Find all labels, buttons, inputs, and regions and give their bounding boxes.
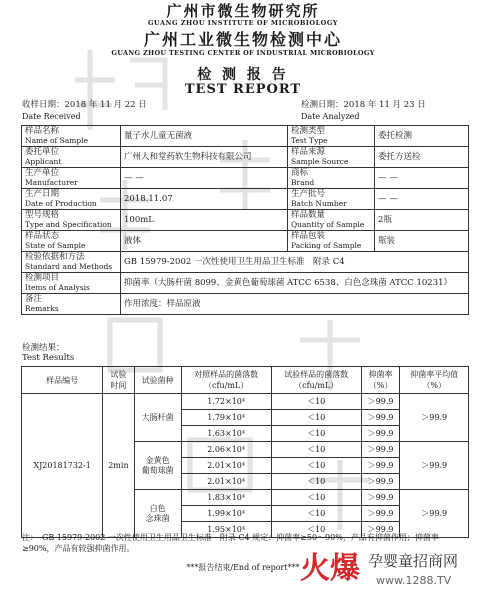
packing-label: 样品包装 Packing of Sample xyxy=(288,231,375,252)
institute-name-en: GUANG ZHOU INSTITUTE OF MICROBIOLOGY xyxy=(147,19,339,27)
test-cell: ＜10 xyxy=(271,506,361,522)
results-header-row xyxy=(22,367,469,394)
institute-name-cn: 广州市微生物研究所 xyxy=(166,2,320,20)
average-rate-cell: ＞99.9 xyxy=(400,442,469,490)
applicant-label: 委托单位 Applicant xyxy=(22,147,121,168)
standards-label: 检验依据和方法 Standard and Methods xyxy=(22,252,121,273)
logo-tagline: 孕婴童招商网 xyxy=(368,552,459,570)
rate-cell: ＞99.9 xyxy=(361,506,400,522)
control-cell: 1.99×10⁴ xyxy=(181,506,271,522)
results-header-cell: 抑菌率 （%） xyxy=(361,367,400,394)
info-row xyxy=(22,252,469,273)
type-spec-label: 型号规格 Type and Specification xyxy=(22,210,121,231)
test-cell: ＜10 xyxy=(271,458,361,474)
control-cell: 1.72×10⁴ xyxy=(181,394,271,410)
batch-number-label: 生产批号 Batch Number xyxy=(288,189,375,210)
strain-cell: 大肠杆菌 xyxy=(134,394,181,442)
state-value: 液体 xyxy=(121,231,288,252)
test-cell: ＜10 xyxy=(271,522,361,538)
test-type-label: 检测类型 Test Type xyxy=(288,126,375,147)
production-date-value: 2018.11.07 xyxy=(121,189,288,210)
test-cell: ＜10 xyxy=(271,410,361,426)
rate-cell: ＞99.9 xyxy=(361,474,400,490)
control-cell: 1.63×10⁴ xyxy=(181,426,271,442)
site-logo xyxy=(300,540,475,600)
date-analyzed-cn: 检测日期：2018 年 11 月 23 日 xyxy=(301,100,426,110)
info-row xyxy=(22,168,469,189)
date-analyzed xyxy=(301,100,426,122)
items-value: 抑菌率（大肠杆菌 8099、金黄色葡萄球菌 ATCC 6538、白色念珠菌 ATCC 10231） xyxy=(121,273,469,294)
results-label: 检测结果： Test Results xyxy=(22,343,75,363)
date-analyzed-en: Date Analyzed xyxy=(301,112,360,121)
info-row xyxy=(22,126,469,147)
sample-source-label: 样品来源 Sample Source xyxy=(288,147,375,168)
date-received-cn: 收样日期：2018 年 11 月 22 日 xyxy=(22,100,147,110)
results-header-cell: 对照样品的菌落数 （cfu/mL） xyxy=(181,367,271,394)
report-title-en: TEST REPORT xyxy=(184,82,302,97)
batch-number-value: — — xyxy=(375,189,469,210)
standards-value: GB 15979-2002 一次性使用卫生用品卫生标准 附录 C4 xyxy=(121,252,469,273)
production-date-label: 生产日期 Date of Production xyxy=(22,189,121,210)
info-row xyxy=(22,147,469,168)
center-name-cn: 广州工业微生物检测中心 xyxy=(143,30,342,49)
test-type-value: 委托检测 xyxy=(375,126,469,147)
type-spec-value: 100mL xyxy=(121,210,288,231)
rate-cell: ＞99.9 xyxy=(361,442,400,458)
results-table xyxy=(21,366,469,538)
manufacturer-label: 生产单位 Manufacturer xyxy=(22,168,121,189)
applicant-value: 广州人和堂药软生物科技有限公司 xyxy=(121,147,288,168)
test-cell: ＜10 xyxy=(271,474,361,490)
logo-url: www.1288.TV xyxy=(376,574,452,587)
info-row xyxy=(22,210,469,231)
results-header-cell: 试验样品的菌落数 （cfu/mL） xyxy=(271,367,361,394)
test-time-cell: 2min xyxy=(103,394,134,538)
average-rate-cell: ＞99.9 xyxy=(400,394,469,442)
results-header-cell: 试验菌种 xyxy=(134,367,181,394)
remarks-value: 作用浓度：样品原液 xyxy=(121,294,469,315)
logo-brand: 火爆 xyxy=(300,551,360,586)
sample-info-table xyxy=(21,125,469,315)
sample-number-cell: XJ20181732-1 xyxy=(22,394,103,538)
test-cell: ＜10 xyxy=(271,394,361,410)
date-received xyxy=(22,100,147,122)
date-received-en: Date Received xyxy=(22,112,81,121)
standard-note: 注： GB 15979-2002 一次性使用卫生用品卫生标准 附录 C4 规定：抑菌率≥50～90%，产品有抑菌作用；抑菌率≥90%，产品有较强抑菌作用。 xyxy=(22,533,439,553)
sample-source-value: 委托方送检 xyxy=(375,147,469,168)
control-cell: 2.06×10⁴ xyxy=(181,442,271,458)
average-rate-cell: ＞99.9 xyxy=(400,490,469,538)
report-title-cn: 检 测 报 告 xyxy=(197,67,289,83)
items-label: 检测项目 Items of Analysis xyxy=(22,273,121,294)
remarks-label: 备注 Remarks xyxy=(22,294,121,315)
results-header-cell: 试验 时间 xyxy=(103,367,134,394)
sample-name-value: 量子水儿童无菌液 xyxy=(121,126,288,147)
quantity-value: 2瓶 xyxy=(375,210,469,231)
rate-cell: ＞99.9 xyxy=(361,426,400,442)
brand-label: 商标 Brand xyxy=(288,168,375,189)
rate-cell: ＞99.9 xyxy=(361,410,400,426)
manufacturer-value: — — xyxy=(121,168,288,189)
control-cell: 1.95×10⁴ xyxy=(181,522,271,538)
quantity-label: 样品数量 Quantity of Sample xyxy=(288,210,375,231)
test-cell: ＜10 xyxy=(271,442,361,458)
rate-cell: ＞99.9 xyxy=(361,490,400,506)
strain-cell: 白色 念珠菌 xyxy=(134,490,181,538)
test-cell: ＜10 xyxy=(271,426,361,442)
results-header-cell: 抑菌率平均值 （%） xyxy=(400,367,469,394)
sample-name-label: 样品名称 Name of Sample xyxy=(22,126,121,147)
control-cell: 2.01×10⁴ xyxy=(181,458,271,474)
control-cell: 1.79×10⁴ xyxy=(181,410,271,426)
info-row xyxy=(22,273,469,294)
rate-cell: ＞99.9 xyxy=(361,458,400,474)
rate-cell: ＞99.9 xyxy=(361,522,400,538)
packing-value: 瓶装 xyxy=(375,231,469,252)
brand-value: — — xyxy=(375,168,469,189)
end-of-report: ***报告结束/End of report*** xyxy=(186,563,300,572)
info-row xyxy=(22,231,469,252)
center-name-en: GUANG ZHOU TESTING CENTER OF INDUSTRIAL MICROBIOLOGY xyxy=(111,49,375,57)
control-cell: 1.83×10⁴ xyxy=(181,490,271,506)
rate-cell: ＞99.9 xyxy=(361,394,400,410)
test-cell: ＜10 xyxy=(271,490,361,506)
results-header-cell: 样品编号 xyxy=(22,367,103,394)
info-row xyxy=(22,189,469,210)
info-row xyxy=(22,294,469,315)
strain-cell: 金黄色 葡萄球菌 xyxy=(134,442,181,490)
control-cell: 2.01×10⁴ xyxy=(181,474,271,490)
state-label: 样品状态 State of Sample xyxy=(22,231,121,252)
table-row xyxy=(22,394,469,410)
